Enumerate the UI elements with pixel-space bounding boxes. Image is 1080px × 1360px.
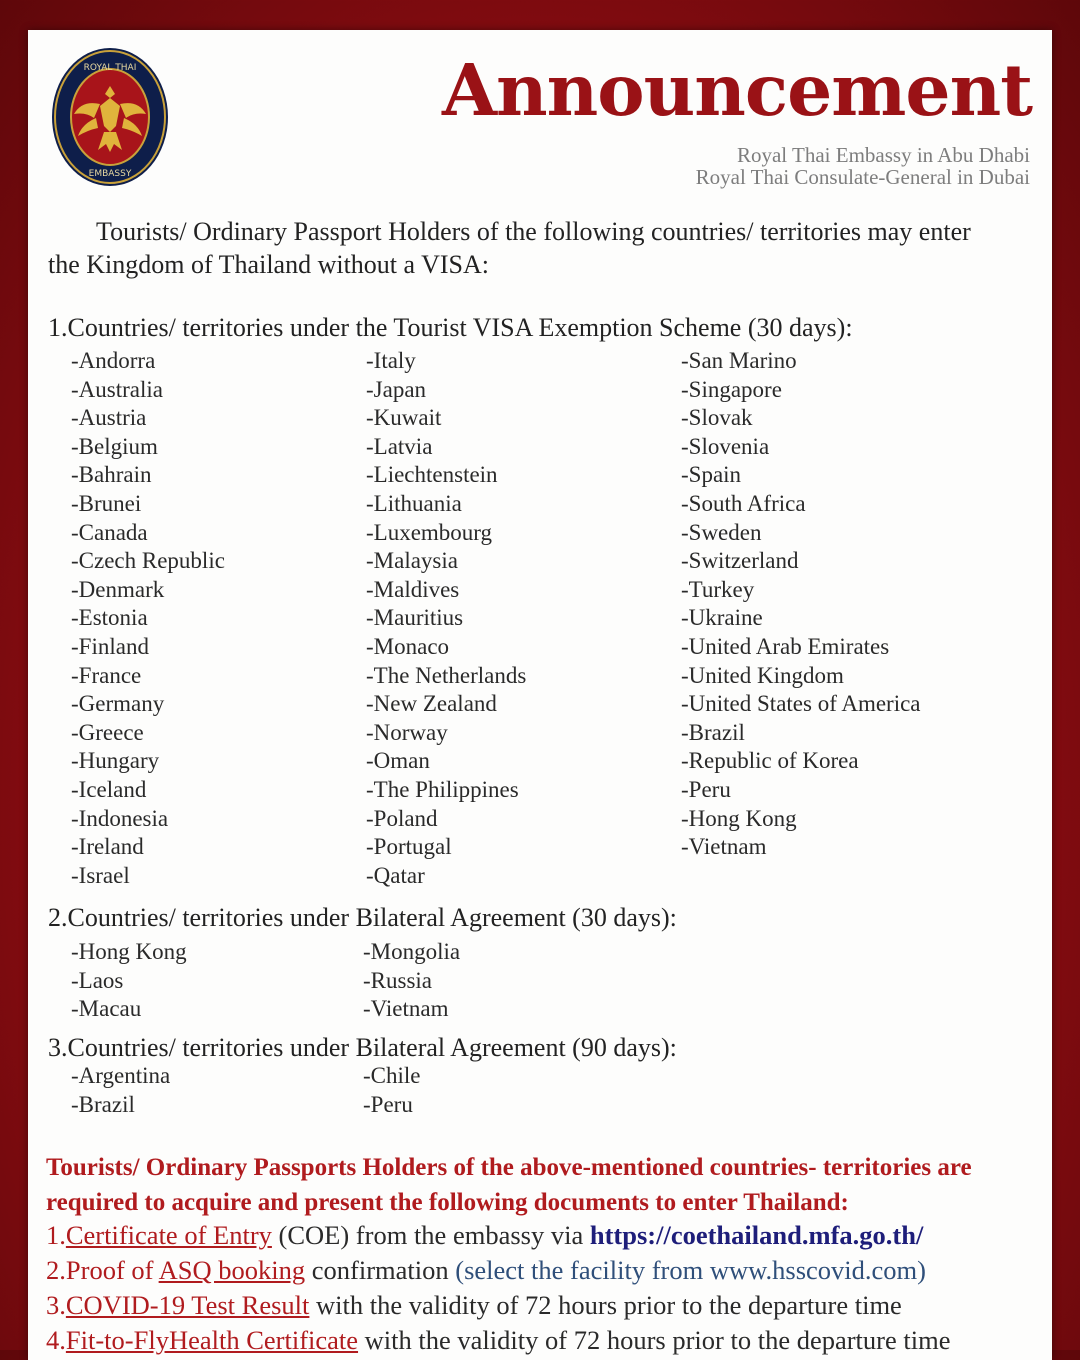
country-item: -Poland bbox=[366, 805, 438, 831]
section1-col2 bbox=[366, 347, 526, 890]
fit-to-fly-link[interactable]: Fit-to-FlyHealth Certificate bbox=[65, 1325, 359, 1355]
country-item: -Bahrain bbox=[71, 462, 152, 488]
coe-link[interactable]: Certificate of Entry bbox=[65, 1220, 272, 1250]
requirement-item-4: 4.Fit-to-FlyHealth Certificate with the validity of 72 hours prior to the departure time bbox=[46, 1325, 951, 1355]
section3-col1 bbox=[71, 1062, 170, 1119]
country-item: -United Arab Emirates bbox=[681, 633, 890, 659]
country-item: -Peru bbox=[363, 1091, 413, 1117]
country-item: -Maldives bbox=[366, 576, 460, 602]
embassy-names bbox=[696, 144, 1030, 188]
country-item: -Brazil bbox=[71, 1091, 135, 1117]
section3-heading: 3.Countries/ territories under Bilateral Agreement (90 days): bbox=[48, 1033, 677, 1062]
section3-col2 bbox=[363, 1062, 421, 1119]
country-item: -Israel bbox=[71, 862, 130, 888]
country-item: -Hungary bbox=[71, 748, 160, 774]
section1-col1 bbox=[71, 347, 225, 890]
country-item: -Indonesia bbox=[71, 805, 169, 831]
country-item: -Norway bbox=[366, 719, 448, 745]
country-item: -Singapore bbox=[681, 376, 782, 402]
country-item: -Slovenia bbox=[681, 433, 770, 459]
country-item: -Ireland bbox=[71, 834, 144, 860]
intro-paragraph bbox=[48, 215, 978, 281]
country-item: -South Africa bbox=[681, 490, 806, 516]
country-item: -Ukraine bbox=[681, 605, 763, 631]
country-item: -Argentina bbox=[71, 1063, 171, 1088]
country-item: -Vietnam bbox=[681, 834, 767, 860]
country-item: -Italy bbox=[366, 348, 416, 373]
country-item: -Russia bbox=[363, 967, 432, 993]
page-title: Announcement bbox=[441, 48, 1032, 132]
svg-text:ROYAL THAI: ROYAL THAI bbox=[83, 63, 137, 73]
country-item: -San Marino bbox=[681, 348, 797, 373]
country-item: -The Philippines bbox=[366, 776, 519, 802]
country-item: -Iceland bbox=[71, 776, 147, 802]
country-item: -Czech Republic bbox=[71, 548, 225, 574]
section1-heading: 1.Countries/ territories under the Tourist VISA Exemption Scheme (30 days): bbox=[48, 313, 853, 342]
country-item: -Kuwait bbox=[366, 405, 442, 431]
requirements-list bbox=[46, 1218, 950, 1358]
asq-booking-link[interactable]: ASQ booking bbox=[158, 1255, 306, 1285]
country-item: -Turkey bbox=[681, 576, 755, 602]
requirement-item-2: 2.Proof of ASQ booking confirmation (select the facility from www.hsscovid.com) bbox=[46, 1255, 926, 1285]
country-item: -Spain bbox=[681, 462, 742, 488]
country-item: -Peru bbox=[681, 776, 731, 802]
country-item: -Oman bbox=[366, 748, 430, 774]
garuda-emblem-icon bbox=[50, 46, 170, 188]
requirements-notice: Tourists/ Ordinary Passports Holders of the above-mentioned countries- territories are required to acquire and present the following documents to enter Thailand: bbox=[46, 1154, 972, 1216]
country-item: -Hong Kong bbox=[681, 805, 797, 831]
country-item: -France bbox=[71, 662, 142, 688]
country-item: -Brazil bbox=[681, 719, 745, 745]
country-item: -Vietnam bbox=[363, 996, 449, 1022]
section2-heading: 2.Countries/ territories under Bilateral Agreement (30 days): bbox=[48, 903, 677, 932]
country-item: -Finland bbox=[71, 633, 149, 659]
country-item: -Macau bbox=[71, 996, 142, 1022]
country-item: -Switzerland bbox=[681, 548, 799, 574]
country-item: -Portugal bbox=[366, 834, 452, 860]
country-item: -Greece bbox=[71, 719, 144, 745]
svg-text:EMBASSY: EMBASSY bbox=[88, 169, 132, 179]
country-item: -Germany bbox=[71, 691, 165, 717]
country-item: -Mongolia bbox=[363, 939, 461, 964]
section2-col2 bbox=[363, 938, 460, 1024]
embassy-line-abu-dhabi: Royal Thai Embassy in Abu Dhabi bbox=[736, 143, 1030, 167]
country-item: -Andorra bbox=[71, 348, 156, 373]
hsscovid-note: (select the facility from www.hsscovid.com) bbox=[448, 1255, 926, 1285]
country-item: -Hong Kong bbox=[71, 939, 187, 964]
embassy-line-dubai: Royal Thai Consulate-General in Dubai bbox=[695, 165, 1030, 189]
country-item: -Latvia bbox=[366, 433, 433, 459]
country-item: -Slovak bbox=[681, 405, 753, 431]
country-item: -Australia bbox=[71, 376, 163, 402]
country-item: -Malaysia bbox=[366, 548, 458, 574]
country-item: -Sweden bbox=[681, 519, 762, 545]
coe-url-link[interactable]: https://coethailand.mfa.go.th/ bbox=[589, 1220, 924, 1250]
country-item: -Estonia bbox=[71, 605, 148, 631]
country-item: -Japan bbox=[366, 376, 427, 402]
intro-text: Tourists/ Ordinary Passport Holders of the following countries/ territories may enter the Kingdom of Thailand without a VISA: bbox=[48, 217, 971, 279]
country-item: -Republic of Korea bbox=[681, 748, 859, 774]
section2-col1 bbox=[71, 938, 187, 1024]
country-item: -United States of America bbox=[681, 691, 921, 717]
section1-col3 bbox=[681, 347, 921, 862]
country-item: -Monaco bbox=[366, 633, 450, 659]
requirement-item-1: 1.Certificate of Entry (COE) from the embassy via https://coethailand.mfa.go.th/ bbox=[46, 1220, 924, 1250]
country-item: -The Netherlands bbox=[366, 662, 527, 688]
country-item: -United Kingdom bbox=[681, 662, 844, 688]
country-item: -Brunei bbox=[71, 490, 142, 516]
country-item: -Belgium bbox=[71, 433, 158, 459]
country-item: -Liechtenstein bbox=[366, 462, 498, 488]
country-item: -Austria bbox=[71, 405, 147, 431]
country-item: -Denmark bbox=[71, 576, 165, 602]
country-item: -New Zealand bbox=[366, 691, 497, 717]
country-item: -Luxembourg bbox=[366, 519, 493, 545]
country-item: -Mauritius bbox=[366, 605, 464, 631]
country-item: -Chile bbox=[363, 1063, 421, 1088]
country-item: -Laos bbox=[71, 967, 124, 993]
country-item: -Canada bbox=[71, 519, 148, 545]
country-item: -Lithuania bbox=[366, 490, 462, 516]
covid-test-link[interactable]: COVID-19 Test Result bbox=[65, 1290, 310, 1320]
country-item: -Qatar bbox=[366, 862, 425, 888]
requirement-item-3: 3.COVID-19 Test Result with the validity of 72 hours prior to the departure time bbox=[46, 1290, 902, 1320]
